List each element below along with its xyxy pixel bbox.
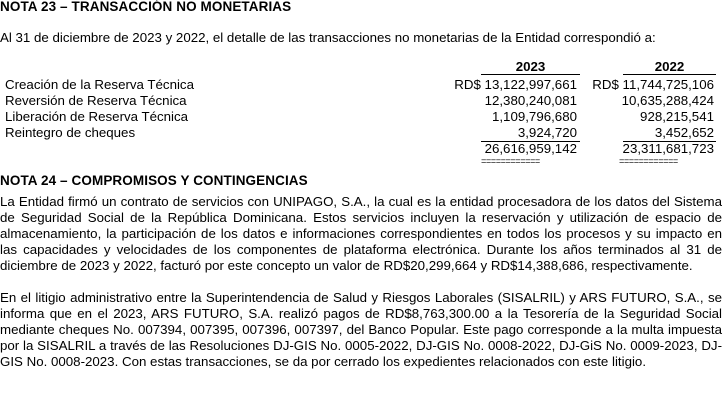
note-24-paragraph-2: En el litigio administrativo entre la Superintendencia de Salud y Riesgos Laborales (SISALRIL) y ARS FUTURO, S.A., se informa que en el 2023, ARS FUTURO, S.A. realizó pagos de RD$8,763,300.00 a la Tesorería de la Seguridad Social mediante cheques No. 007394, 007395, 007396, 007397, del Banco Popular. Este pago corresponde a la multa impuesta por la SISALRIL a través de las Resoluciones DJ-GIS No. 0005-2022, DJ-GIS No. 0008-2022, DJ-GiS No. 0009-2023, DJ-GIS No. 0008-2023. Con estas transacciones, se da por cerrado los expedientes relacionados con este litigio. — [0, 290, 722, 369]
value-2022: 928,215,541 — [640, 109, 714, 124]
row-label: Reversión de Reserva Técnica — [5, 93, 187, 108]
value-2023: RD$ 13,122,997,661 — [454, 77, 577, 92]
table-row — [0, 125, 725, 141]
table-row — [0, 109, 725, 125]
value-2022: RD$ 11,744,725,106 — [592, 77, 714, 92]
row-label: Reintegro de cheques — [5, 125, 136, 140]
value-2022: 10,635,288,424 — [621, 93, 714, 108]
total-2023: 26,616,959,142 — [484, 141, 577, 156]
note-24-title: NOTA 24 – COMPROMISOS Y CONTINGENCIAS — [0, 173, 308, 188]
value-2023: 1,109,796,680 — [491, 109, 577, 124]
row-label: Liberación de Reserva Técnica — [5, 109, 189, 124]
table-row — [0, 93, 725, 109]
double-rule-2023: ============ — [481, 157, 540, 167]
year-2023-header: 2023 — [481, 60, 580, 75]
note-23-title: NOTA 23 – TRANSACCIÓN NO MONETARIAS — [0, 0, 292, 14]
row-label: Creación de la Reserva Técnica — [5, 77, 194, 92]
note-24-paragraph-1: La Entidad firmó un contrato de servicios con UNIPAGO, S.A., la cual es la entidad procesadora de los datos del Sistema de Seguridad Social de la República Dominicana. Estos servicios incluyen la reservación y utilización de espacio de almacenamiento, la participación de los datos e informaciones correspondientes en todos los procesos y su impacto en las capacidades y velocidades de los componentes de plataforma electrónica. Durante los años terminados al 31 de diciembre de 2023 y 2022, facturó por este concepto un valor de RD$20,299,664 y RD$14,388,686, respectivamente. — [0, 194, 722, 273]
note-23-intro: Al 31 de diciembre de 2023 y 2022, el detalle de las transacciones no monetarias de la Entidad correspondió a: — [0, 30, 656, 45]
total-2022: 23,311,681,723 — [622, 141, 714, 156]
double-rule-2022: ============ — [619, 157, 678, 167]
year-2022-header: 2022 — [623, 60, 716, 75]
value-2023: 12,380,240,081 — [484, 93, 577, 108]
value-2022: 3,452,652 — [654, 125, 714, 140]
table-row — [0, 77, 725, 93]
total-row — [0, 141, 725, 157]
value-2023: 3,924,720 — [517, 125, 577, 140]
